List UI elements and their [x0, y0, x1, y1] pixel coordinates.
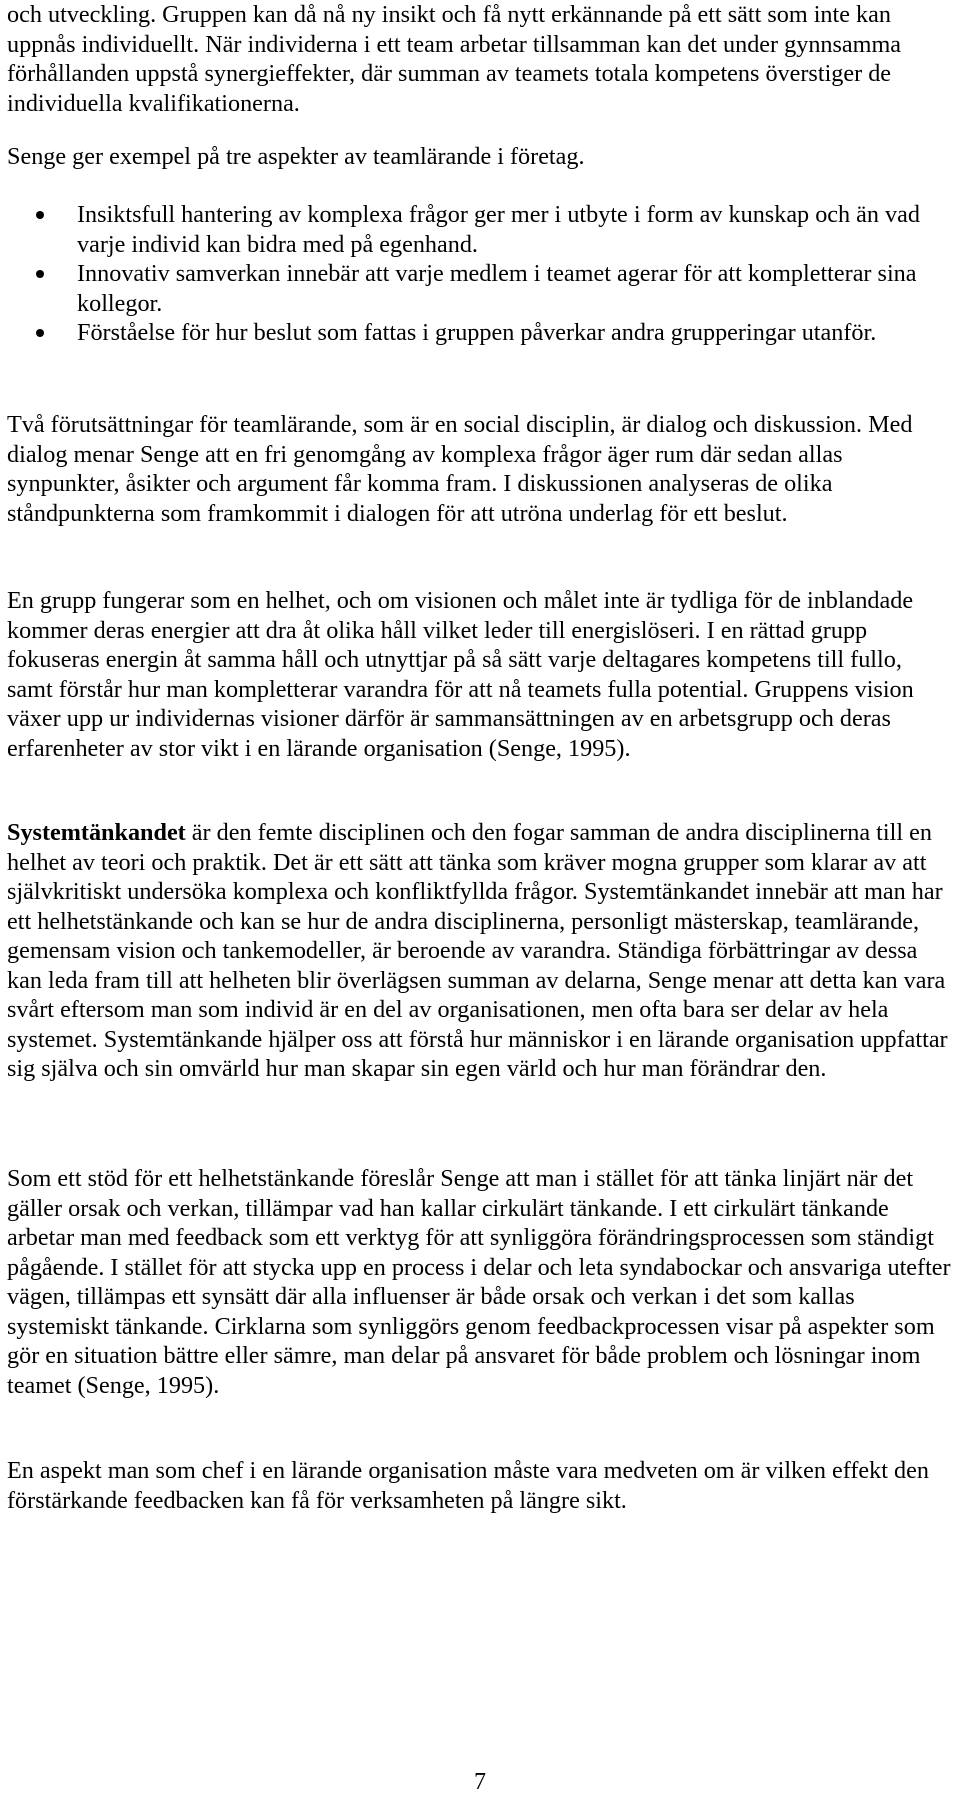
list-item	[7, 318, 953, 348]
systemtankandet-text: är den femte disciplinen och den fogar samman de andra disciplinerna till en helhet av teori och praktik. Det är ett sätt att tänka som kräver mogna grupper som klarar av att självkritiskt undersöka komplexa och konfliktfyllda frågor. Systemtänkandet innebär att man har ett helhetstänkande och kan se hur de andra disciplinerna, personligt mästerskap, teamlärande, gemensam vision och tankemodeller, är beroende av varandra. Ständiga förbättringar av dessa kan leda fram till att helheten blir överlägsen summan av delarna, Senge menar att detta kan vara svårt eftersom man som individ är en del av organisationen, men ofta bara ser delar av hela systemet. Systemtänkande hjälper oss att förstå hur människor i en lärande organisation uppfattar sig själva och sin omvärld hur man skapar sin egen värld och hur man förändrar den.	[7, 819, 948, 1082]
list-item	[7, 200, 953, 259]
list-item-text: Insiktsfull hantering av komplexa frågor ger mer i utbyte i form av kunskap och än vad varje individ kan bidra med på egenhand.	[77, 201, 920, 258]
paragraph-intro: och utveckling. Gruppen kan då nå ny insikt och få nytt erkännande på ett sätt som inte kan uppnås individuellt. När individerna i ett team arbetar tillsamman kan det under gynnsamma förhållanden uppstå synergieffekter, där summan av teamets totala kompetens överstiger de individuella kvalifikationerna.	[7, 1, 902, 117]
list-item-text: Förståelse för hur beslut som fattas i gruppen påverkar andra grupperingar utanför.	[77, 319, 877, 346]
bullet-icon	[36, 270, 44, 278]
bullet-icon	[36, 329, 44, 337]
systemtankandet-term: Systemtänkandet	[7, 819, 186, 846]
list-item	[7, 259, 953, 318]
paragraph-systemtankandet	[7, 818, 953, 1084]
paragraph-dialog-diskussion: Två förutsättningar för teamlärande, som är en social disciplin, är dialog och diskussion. Med dialog menar Senge att en fri genomgång av komplexa frågor äger rum där sedan allas synpunkter, åsikter och argument får komma fram. I diskussionen analyseras de olika ståndpunkterna som framkommit i dialogen för att utröna underlag för ett beslut.	[7, 411, 913, 527]
paragraph-senge-aspects-intro: Senge ger exempel på tre aspekter av teamlärande i företag.	[7, 143, 585, 170]
aspects-bullet-list	[7, 200, 953, 348]
page-number: 7	[474, 1769, 486, 1795]
bullet-icon	[36, 211, 44, 219]
paragraph-chef-feedback: En aspekt man som chef i en lärande organisation måste vara medveten om är vilken effekt den förstärkande feedbacken kan få för verksamheten på längre sikt.	[7, 1457, 929, 1514]
paragraph-cirkulart-tankande: Som ett stöd för ett helhetstänkande föreslår Senge att man i stället för att tänka linjärt när det gäller orsak och verkan, tillämpar vad han kallar cirkulärt tänkande. I ett cirkulärt tänkande arbetar man med feedback som ett verktyg för att synliggöra förändringsprocessen som ständigt pågående. I stället för att stycka upp en process i delar och leta syndabockar och ansvariga utefter vägen, tillämpas ett synsätt där alla influenser är både orsak och verkan i det som kallas systemiskt tänkande. Cirklarna som synliggörs genom feedbackprocessen visar på aspekter som gör en situation bättre eller sämre, man delar på ansvaret för både problem och lösningar inom teamet (Senge, 1995).	[7, 1165, 951, 1399]
list-item-text: Innovativ samverkan innebär att varje medlem i teamet agerar för att kompletterar sina kollegor.	[77, 260, 917, 317]
paragraph-grupp-helhet: En grupp fungerar som en helhet, och om visionen och målet inte är tydliga för de inblandade kommer deras energier att dra åt olika håll vilket leder till energislöseri. I en rättad grupp fokuseras energin åt samma håll och utnyttjar på så sätt varje deltagares kompetens till fullo, samt förstår hur man kompletterar varandra för att nå teamets fulla potential. Gruppens vision växer upp ur individernas visioner därför är sammansättningen av en arbetsgrupp och deras erfarenheter av stor vikt i en lärande organisation (Senge, 1995).	[7, 587, 914, 762]
